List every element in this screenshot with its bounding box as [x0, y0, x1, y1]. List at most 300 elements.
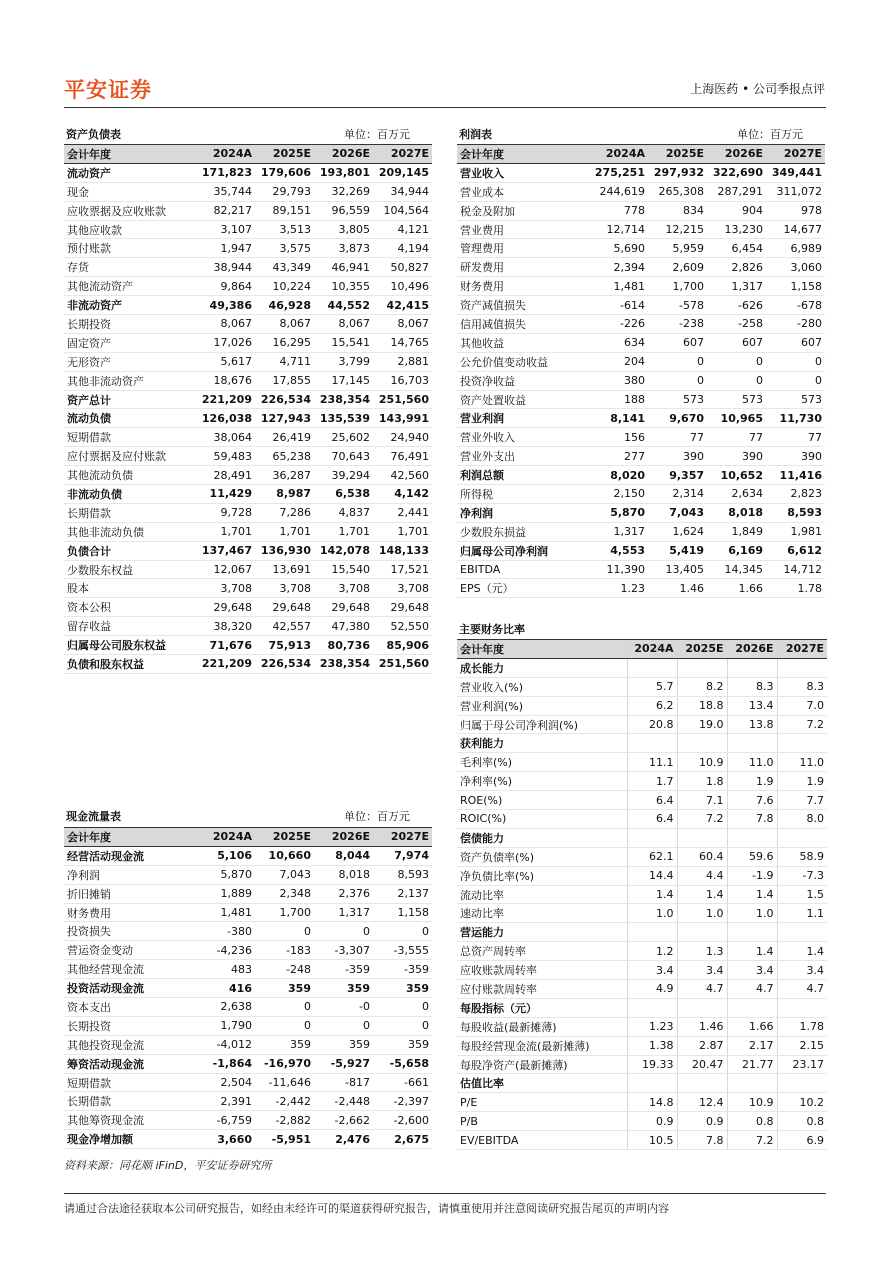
cell-value: 13,405	[648, 560, 707, 579]
row-label: 其他经营现金流	[64, 960, 196, 979]
balance-sheet-title: 资产负债表	[66, 128, 121, 141]
cell-value	[677, 998, 727, 1017]
row-label: 总资产周转率	[457, 942, 627, 961]
cell-value	[777, 1074, 827, 1093]
cell-value	[727, 828, 777, 847]
cell-value: 25,602	[314, 428, 373, 447]
cell-value: 10.2	[777, 1093, 827, 1112]
row-label: 营业外支出	[457, 447, 589, 466]
column-header-year: 2026E	[707, 145, 766, 164]
cell-value: 14.4	[627, 866, 677, 885]
row-label: 营运资金变动	[64, 941, 196, 960]
cell-value: 359	[314, 1035, 373, 1054]
cell-value: 13,691	[255, 560, 314, 579]
cell-value: 2,391	[196, 1092, 255, 1111]
cell-value: 7.2	[727, 1131, 777, 1150]
cell-value: 14,345	[707, 560, 766, 579]
table-row	[457, 163, 825, 182]
cell-value: 0	[707, 352, 766, 371]
cell-value: 1,158	[766, 277, 825, 296]
cell-value: -817	[314, 1073, 373, 1092]
cell-value: 0.8	[777, 1112, 827, 1131]
table-row	[457, 810, 827, 829]
row-label: P/E	[457, 1093, 627, 1112]
cell-value: 3,708	[373, 579, 432, 598]
cell-value: 3,513	[255, 220, 314, 239]
row-label: 财务费用	[457, 277, 589, 296]
cell-value: 2,634	[707, 485, 766, 504]
cashflow-table	[64, 827, 432, 1149]
table-row	[64, 447, 432, 466]
cell-value: 359	[373, 1035, 432, 1054]
cell-value: 10,652	[707, 466, 766, 485]
cell-value: 29,648	[196, 598, 255, 617]
row-label: 信用减值损失	[457, 315, 589, 334]
row-label: 营业收入(%)	[457, 677, 627, 696]
cell-value: 0	[255, 1016, 314, 1035]
cell-value: 3,805	[314, 220, 373, 239]
cell-value: 2,826	[707, 258, 766, 277]
table-row	[457, 828, 827, 847]
cell-value: 11,429	[196, 485, 255, 504]
cell-value: 1.3	[677, 942, 727, 961]
cell-value: 311,072	[766, 182, 825, 201]
cell-value: 209,145	[373, 163, 432, 182]
table-row	[64, 846, 432, 865]
table-row	[64, 220, 432, 239]
cell-value	[677, 923, 727, 942]
cell-value: 2.17	[727, 1036, 777, 1055]
row-label: 现金净增加额	[64, 1130, 196, 1149]
cell-value: 634	[589, 333, 648, 352]
cell-value: -226	[589, 315, 648, 334]
cell-value: 10,224	[255, 277, 314, 296]
cell-value	[727, 998, 777, 1017]
table-row	[64, 522, 432, 541]
row-label: 存货	[64, 258, 196, 277]
header-row	[457, 145, 825, 164]
table-row	[457, 791, 827, 810]
table-row	[457, 847, 827, 866]
column-header-label: 会计年度	[457, 640, 627, 659]
cell-value: 7.0	[777, 696, 827, 715]
income-statement-title: 利润表	[459, 128, 492, 141]
cell-value: -2,882	[255, 1111, 314, 1130]
cell-value: 1.0	[727, 904, 777, 923]
cell-value: -678	[766, 296, 825, 315]
cell-value: 0.9	[677, 1112, 727, 1131]
cell-value: 4.9	[627, 980, 677, 999]
cell-value: 2.87	[677, 1036, 727, 1055]
table-row	[457, 541, 825, 560]
row-label: 每股净资产(最新摊薄)	[457, 1055, 627, 1074]
cell-value: 11.1	[627, 753, 677, 772]
cell-value: 142,078	[314, 541, 373, 560]
row-label: 公允价值变动收益	[457, 352, 589, 371]
cell-value: 1.9	[727, 772, 777, 791]
cell-value: 1,317	[707, 277, 766, 296]
cell-value: 8,593	[373, 865, 432, 884]
table-row	[457, 371, 825, 390]
cell-value: -359	[373, 960, 432, 979]
cell-value: 204	[589, 352, 648, 371]
cell-value: 96,559	[314, 201, 373, 220]
table-row	[457, 296, 825, 315]
cell-value: 483	[196, 960, 255, 979]
cell-value: 16,295	[255, 333, 314, 352]
table-row	[457, 239, 825, 258]
cell-value: 0	[707, 371, 766, 390]
row-label: 筹资活动现金流	[64, 1054, 196, 1073]
cell-value: 904	[707, 201, 766, 220]
cell-value: 0.9	[627, 1112, 677, 1131]
column-header-year: 2024A	[627, 640, 677, 659]
cell-value: 46,941	[314, 258, 373, 277]
cell-value: 23.17	[777, 1055, 827, 1074]
cell-value	[627, 1074, 677, 1093]
cell-value: 359	[314, 979, 373, 998]
row-label: 资产减值损失	[457, 296, 589, 315]
cell-value: 11,390	[589, 560, 648, 579]
cell-value: -5,658	[373, 1054, 432, 1073]
cell-value: 3,660	[196, 1130, 255, 1149]
cell-value: 65,238	[255, 447, 314, 466]
cell-value: 2,823	[766, 485, 825, 504]
cell-value: 17,521	[373, 560, 432, 579]
row-label: 研发费用	[457, 258, 589, 277]
cell-value: 2,675	[373, 1130, 432, 1149]
cell-value: 70,643	[314, 447, 373, 466]
cell-value: 193,801	[314, 163, 373, 182]
cell-value: -359	[314, 960, 373, 979]
cell-value: 390	[707, 447, 766, 466]
cell-value	[777, 828, 827, 847]
cell-value	[627, 923, 677, 942]
row-label: 负债和股东权益	[64, 655, 196, 674]
cell-value: 1,889	[196, 884, 255, 903]
table-row	[64, 182, 432, 201]
table-row	[457, 658, 827, 677]
cell-value: 4,553	[589, 541, 648, 560]
table-row	[457, 522, 825, 541]
cell-value: 15,540	[314, 560, 373, 579]
table-row	[457, 258, 825, 277]
table-row	[457, 923, 827, 942]
table-row	[457, 1074, 827, 1093]
column-header-year: 2024A	[196, 145, 255, 164]
row-label: 少数股东权益	[64, 560, 196, 579]
cell-value	[777, 734, 827, 753]
column-header-year: 2025E	[677, 640, 727, 659]
cell-value: -5,951	[255, 1130, 314, 1149]
cell-value: 14,677	[766, 220, 825, 239]
cell-value: 573	[766, 390, 825, 409]
cell-value: 1,701	[196, 522, 255, 541]
cell-value: 3,575	[255, 239, 314, 258]
cell-value: -626	[707, 296, 766, 315]
cell-value: 3.4	[627, 961, 677, 980]
cell-value: -16,970	[255, 1054, 314, 1073]
cell-value: 359	[255, 1035, 314, 1054]
cell-value: 50,827	[373, 258, 432, 277]
table-row	[64, 296, 432, 315]
table-row	[457, 428, 825, 447]
table-row	[64, 884, 432, 903]
cell-value: 18.8	[677, 696, 727, 715]
cell-value: 5,690	[589, 239, 648, 258]
table-row	[64, 485, 432, 504]
row-label: 归属母公司净利润	[457, 541, 589, 560]
cell-value: 15,541	[314, 333, 373, 352]
table-row	[457, 579, 825, 598]
cell-value: 2,376	[314, 884, 373, 903]
cell-value: 38,320	[196, 617, 255, 636]
cell-value: 137,467	[196, 541, 255, 560]
table-row	[64, 1111, 432, 1130]
cell-value: 39,294	[314, 466, 373, 485]
cell-value: 1.78	[777, 1017, 827, 1036]
header-row	[64, 828, 432, 847]
cell-value: 42,560	[373, 466, 432, 485]
cell-value: 4,711	[255, 352, 314, 371]
cell-value: -280	[766, 315, 825, 334]
cell-value: 179,606	[255, 163, 314, 182]
row-label: 营业外收入	[457, 428, 589, 447]
column-header-year: 2027E	[777, 640, 827, 659]
cell-value: 251,560	[373, 390, 432, 409]
table-row	[64, 922, 432, 941]
row-label: 资本公积	[64, 598, 196, 617]
cell-value: 3.4	[677, 961, 727, 980]
cell-value: 277	[589, 447, 648, 466]
cell-value: -238	[648, 315, 707, 334]
table-row	[457, 390, 825, 409]
cell-value: 1.46	[677, 1017, 727, 1036]
row-label: 无形资产	[64, 352, 196, 371]
cell-value: 89,151	[255, 201, 314, 220]
cell-value: 148,133	[373, 541, 432, 560]
table-row	[64, 617, 432, 636]
cell-value	[627, 658, 677, 677]
table-row	[457, 1017, 827, 1036]
table-row	[457, 696, 827, 715]
cell-value: 29,648	[314, 598, 373, 617]
cell-value: 7,043	[255, 865, 314, 884]
cell-value: 2,314	[648, 485, 707, 504]
table-row	[64, 579, 432, 598]
cell-value: 1.5	[777, 885, 827, 904]
row-label: 每股经营现金流(最新摊薄)	[457, 1036, 627, 1055]
cell-value: 29,793	[255, 182, 314, 201]
cell-value: 4.7	[677, 980, 727, 999]
cell-value: 2,638	[196, 998, 255, 1017]
table-row	[457, 904, 827, 923]
cell-value: 8,067	[255, 315, 314, 334]
table-row	[64, 598, 432, 617]
cell-value: 7.1	[677, 791, 727, 810]
cell-value: 221,209	[196, 655, 255, 674]
cell-value: 3,060	[766, 258, 825, 277]
cell-value: 0	[766, 352, 825, 371]
cell-value: 6,989	[766, 239, 825, 258]
cell-value: 0	[373, 922, 432, 941]
row-label: 成长能力	[457, 658, 627, 677]
row-label: 应收账款周转率	[457, 961, 627, 980]
cell-value: 0	[373, 1016, 432, 1035]
cell-value: 29,648	[255, 598, 314, 617]
cell-value: 7.6	[727, 791, 777, 810]
cell-value: 10.9	[727, 1093, 777, 1112]
cell-value: 19.33	[627, 1055, 677, 1074]
cell-value: 416	[196, 979, 255, 998]
cell-value: -1,864	[196, 1054, 255, 1073]
cell-value: 3,799	[314, 352, 373, 371]
row-label: 获利能力	[457, 734, 627, 753]
cell-value: 12,215	[648, 220, 707, 239]
row-label: 预付账款	[64, 239, 196, 258]
row-label: EV/EBITDA	[457, 1131, 627, 1150]
row-label: 投资活动现金流	[64, 979, 196, 998]
cell-value: 10.9	[677, 753, 727, 772]
row-label: 管理费用	[457, 239, 589, 258]
row-label: EBITDA	[457, 560, 589, 579]
column-header-year: 2026E	[314, 828, 373, 847]
cell-value: 85,906	[373, 636, 432, 655]
cell-value: 8.0	[777, 810, 827, 829]
cell-value: 36,287	[255, 466, 314, 485]
row-label: 留存收益	[64, 617, 196, 636]
cell-value: 3,708	[314, 579, 373, 598]
cell-value: 8,067	[373, 315, 432, 334]
table-row	[64, 466, 432, 485]
row-label: 资产负债率(%)	[457, 847, 627, 866]
cell-value	[627, 998, 677, 1017]
row-label: 净利润	[64, 865, 196, 884]
table-row	[64, 1073, 432, 1092]
cell-value: 136,930	[255, 541, 314, 560]
cell-value: -3,307	[314, 941, 373, 960]
cell-value: 77	[648, 428, 707, 447]
row-label: 非流动资产	[64, 296, 196, 315]
table-row	[457, 485, 825, 504]
cell-value: 238,354	[314, 655, 373, 674]
table-row	[457, 447, 825, 466]
cell-value: 7.8	[677, 1131, 727, 1150]
row-label: 应付账款周转率	[457, 980, 627, 999]
cell-value: 4.4	[677, 866, 727, 885]
income-statement-table	[457, 144, 825, 598]
table-row	[64, 636, 432, 655]
cell-value: 16,703	[373, 371, 432, 390]
table-row	[457, 220, 825, 239]
cell-value: 1.4	[627, 885, 677, 904]
cell-value: 77	[707, 428, 766, 447]
cell-value: 8,987	[255, 485, 314, 504]
table-row	[64, 352, 432, 371]
cell-value: 135,539	[314, 409, 373, 428]
cell-value: 7.2	[777, 715, 827, 734]
cell-value: 4,194	[373, 239, 432, 258]
table-row	[457, 277, 825, 296]
cell-value: 11,730	[766, 409, 825, 428]
table-row	[64, 560, 432, 579]
row-label: 短期借款	[64, 428, 196, 447]
table-row	[64, 979, 432, 998]
cell-value: 2,504	[196, 1073, 255, 1092]
income-statement-unit: 单位：百万元	[737, 128, 803, 141]
cell-value: 607	[707, 333, 766, 352]
column-header-year: 2027E	[373, 828, 432, 847]
table-row	[457, 715, 827, 734]
table-row	[64, 163, 432, 182]
header-row	[457, 640, 827, 659]
cell-value: 6,612	[766, 541, 825, 560]
cell-value: 6,454	[707, 239, 766, 258]
row-label: 应付票据及应付账款	[64, 447, 196, 466]
table-row	[457, 1112, 827, 1131]
cell-value: 1,317	[589, 522, 648, 541]
cell-value: 42,557	[255, 617, 314, 636]
cell-value: 1,317	[314, 903, 373, 922]
row-label: 投资损失	[64, 922, 196, 941]
cell-value: 5,617	[196, 352, 255, 371]
cell-value: 60.4	[677, 847, 727, 866]
cell-value: 978	[766, 201, 825, 220]
cell-value: 58.9	[777, 847, 827, 866]
cell-value: 322,690	[707, 163, 766, 182]
cell-value: 7.7	[777, 791, 827, 810]
cell-value: 1,481	[589, 277, 648, 296]
table-row	[457, 753, 827, 772]
cell-value: 0	[373, 998, 432, 1017]
table-row	[64, 371, 432, 390]
cell-value: 1.4	[777, 942, 827, 961]
row-label: ROE(%)	[457, 791, 627, 810]
cell-value: 1.1	[777, 904, 827, 923]
cell-value: 35,744	[196, 182, 255, 201]
cell-value: 349,441	[766, 163, 825, 182]
footer-divider	[64, 1193, 826, 1194]
cell-value: -7.3	[777, 866, 827, 885]
cell-value: 778	[589, 201, 648, 220]
column-header-year: 2025E	[648, 145, 707, 164]
cell-value: 28,491	[196, 466, 255, 485]
row-label: 营业费用	[457, 220, 589, 239]
cell-value: 10,965	[707, 409, 766, 428]
cell-value: 2,441	[373, 503, 432, 522]
cell-value	[777, 998, 827, 1017]
cell-value: -4,012	[196, 1035, 255, 1054]
cell-value: 226,534	[255, 390, 314, 409]
cell-value: 380	[589, 371, 648, 390]
cell-value: 3.4	[777, 961, 827, 980]
ratios-title: 主要财务比率	[459, 623, 525, 636]
cell-value: 2,150	[589, 485, 648, 504]
row-label: 净负债比率(%)	[457, 866, 627, 885]
balance-sheet-unit: 单位：百万元	[344, 128, 410, 141]
table-row	[64, 1130, 432, 1149]
cell-value: 32,269	[314, 182, 373, 201]
cell-value: -2,397	[373, 1092, 432, 1111]
cell-value	[627, 828, 677, 847]
cell-value: 1.4	[677, 885, 727, 904]
cell-value: -248	[255, 960, 314, 979]
cell-value: 390	[766, 447, 825, 466]
cell-value	[727, 1074, 777, 1093]
table-row	[457, 1036, 827, 1055]
cell-value	[677, 1074, 727, 1093]
cell-value: 59,483	[196, 447, 255, 466]
